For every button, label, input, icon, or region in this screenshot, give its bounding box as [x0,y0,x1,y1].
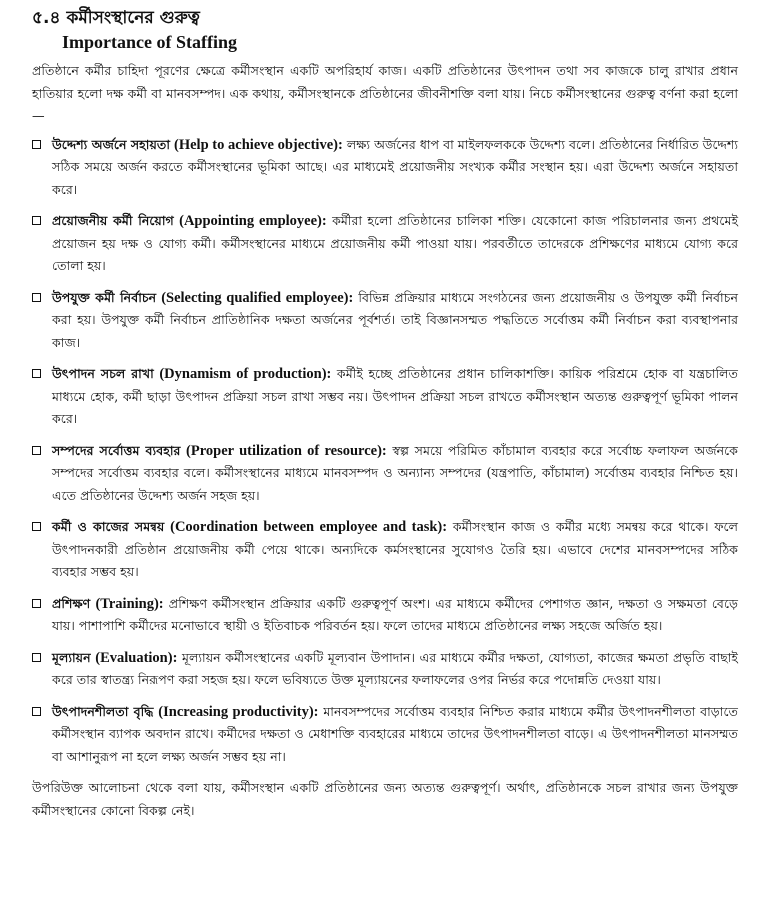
list-item [52,647,738,692]
conclusion-paragraph: উপরিউক্ত আলোচনা থেকে বলা যায়, কর্মীসংস্থান একটি প্রতিষ্ঠানের জন্য অত্যন্ত গুরুত্বপূর্ণ। অর্থাৎ, প্রতিষ্ঠানকে সচল রাখার জন্য উপযুক্ত কর্মীসংস্থানের কোনো বিকল্প নেই। [32,780,738,818]
list-item [52,134,738,202]
point-term: কর্মী ও কাজের সমন্বয় [52,519,165,534]
point-english: (Proper utilization of resource): [186,442,387,459]
point-text: স্বল্প সময়ে পরিমিত কাঁচামাল ব্যবহার করে সর্বোচ্চ ফলাফল অর্জনকে সম্পদের সর্বোত্তম ব্যবহার বলে। কর্মীসংস্থানের মাধ্যমে মানবসম্পদ ও অন্যান্য সম্পদের (যন্ত্রপাতি, কাঁচামাল) সর্বোত্তম ব্যবহার নিশ্চিত হয়। এতে প্রতিষ্ঠানের উদ্দেশ্য অর্জন সহজ হয়। [52,442,738,503]
checkbox-bullet-icon [32,599,41,608]
point-term: প্রশিক্ষণ [52,595,91,611]
checkbox-bullet-icon [32,446,41,455]
importance-list [52,134,738,769]
point-text: প্রশিক্ষণ কর্মীসংস্থান প্রক্রিয়ার একটি গুরুত্বপূর্ণ অংশ। এর মাধ্যমে কর্মীদের পেশাগত জ্ঞান, দক্ষতা ও সক্ষমতা বেড়ে যায়। পাশাপাশি কর্মীদের মনোভাবে স্থায়ী ও ইতিবাচক পরিবর্তন হয়। ফলে তাদের মাধ্যমে প্রতিষ্ঠানের লক্ষ্য সহজে অর্জিত হয়। [52,595,738,633]
point-term: মূল্যায়ন [52,649,91,665]
list-item [52,516,738,584]
point-text: বিভিন্ন প্রক্রিয়ার মাধ্যমে সংগঠনের জন্য প্রয়োজনীয় ও উপযুক্ত কর্মী নির্বাচন করা হয়। উপযুক্ত কর্মী নির্বাচন প্রাতিষ্ঠানিক দক্ষতা অর্জনের পূর্বশর্ত। তাই বিজ্ঞানসম্মত পদ্ধতিতে সর্বোত্তম কর্মী নির্বাচন করা ব্যবস্থাপনার কাজ। [52,289,738,350]
point-text: মানবসম্পদের সর্বোত্তম ব্যবহার নিশ্চিত করার মাধ্যমে কর্মীর উৎপাদনশীলতা বাড়াতে কর্মীসংস্থান ব্যাপক অবদান রাখে। কর্মীদের দক্ষতা ও মেধাশক্তি ব্যবহারের মাধ্যমে তাদের উৎপাদনশীলতা বাড়ে। এ উৎপাদনশীলতা মানসম্মত বা আশানুরূপ না হলে লক্ষ্য অর্জন সম্ভব হয় না। [52,703,738,764]
list-item [52,210,738,278]
point-english: (Training): [95,595,164,612]
point-term: উৎপাদন সচল রাখা [52,366,154,381]
checkbox-bullet-icon [32,140,41,149]
point-text: লক্ষ্য অর্জনের ধাপ বা মাইলফলককে উদ্দেশ্য বলে। প্রতিষ্ঠানের নির্ধারিত উদ্দেশ্য সঠিক সময়ে অর্জন করতে কর্মীসংস্থানের ভূমিকা আছে। এর মাধ্যমেই প্রয়োজনীয় সংখ্যক কর্মীর সংস্থান হয়। এরা উদ্দেশ্য অর্জনে সহায়তা করে। [52,136,738,197]
list-item [52,287,738,355]
point-term: উদ্দেশ্য অর্জনে সহায়তা [52,136,170,152]
section-subtitle: Importance of Staffing [62,32,237,52]
checkbox-bullet-icon [32,216,41,225]
intro-paragraph: প্রতিষ্ঠানে কর্মীর চাহিদা পূরণের ক্ষেত্রে কর্মীসংস্থান একটি অপরিহার্য কাজ। একটি প্রতিষ্ঠানের উৎপাদন তথা সব কাজকে চালু রাখার প্রধান হাতিয়ার হলো দক্ষ কর্মী বা মানবসম্পদ। এক কথায়, কর্মীসংস্থানকে প্রতিষ্ঠানের জীবনীশক্তি বলা যায়। নিচে কর্মীসংস্থানের গুরুত্ব বর্ণনা করা হলো— [32,63,738,123]
point-text: কর্মীরা হলো প্রতিষ্ঠানের চালিকা শক্তি। যেকোনো কাজ পরিচালনার জন্য প্রথমেই প্রয়োজন হয় দক্ষ ও যোগ্য কর্মী। কর্মীসংস্থানের মাধ্যমে প্রয়োজনীয় কর্মী পাওয়া যায়। পরবর্তীতে তাদেরকে প্রশিক্ষণের মাধ্যমে যোগ্য করে তোলা হয়। [52,213,738,273]
point-term: উপযুক্ত কর্মী নির্বাচন [52,289,157,305]
point-text: কর্মীই হচ্ছে প্রতিষ্ঠানের প্রধান চালিকাশক্তি। কায়িক পরিশ্রমে হোক বা যন্ত্রচালিত মাধ্যমে হোক, কর্মী ছাড়া উৎপাদন প্রক্রিয়া সচল রাখা সম্ভব নয়। উৎপাদন প্রক্রিয়া সচল রাখতে কর্মীসংস্থান অত্যন্ত গুরুত্বপূর্ণ ভূমিকা পালন করে। [52,366,738,426]
list-item [52,593,738,638]
point-english: (Help to achieve objective): [174,136,343,153]
point-english: (Increasing productivity): [158,703,319,720]
point-term: সম্পদের সর্বোত্তম ব্যবহার [52,442,181,458]
checkbox-bullet-icon [32,369,41,378]
checkbox-bullet-icon [32,522,41,531]
point-term: উৎপাদনশীলতা বৃদ্ধি [52,703,154,719]
list-item [52,363,738,431]
point-text: মূল্যায়ন কর্মীসংস্থানের একটি মূল্যবান উপাদান। এর মাধ্যমে কর্মীর দক্ষতা, যোগ্যতা, কাজের ক্ষমতা প্রভৃতি বাছাই করে তার স্বাতন্ত্র্য নিরূপণ করা সহজ হয়। ফলে ভবিষ্যতে উক্ত মূল্যায়নের ফলাফলের ওপর নির্ভর করে পদোন্নতি দেওয়া যায়। [52,649,738,687]
point-english: (Appointing employee): [179,213,327,229]
point-english: (Coordination between employee and task): [170,519,448,535]
section-title: ৫.৪ কর্মীসংস্থানের গুরুত্ব [32,8,200,28]
checkbox-bullet-icon [32,293,41,302]
list-item [52,440,738,508]
point-text: কর্মীসংস্থান কাজ ও কর্মীর মধ্যে সমন্বয় করে থাকে। ফলে উৎপাদনকারী প্রতিষ্ঠান প্রয়োজনীয় কর্মী পেয়ে থাকে। অন্যদিকে কর্মসংস্থানের সুযোগও তৈরি হয়। এভাবে দেশের মানবসম্পদের সঠিক ব্যবহার সম্ভব হয়। [52,519,738,579]
point-english: (Selecting qualified employee): [161,289,354,306]
checkbox-bullet-icon [32,707,41,716]
checkbox-bullet-icon [32,653,41,662]
point-english: (Dynamism of production): [159,366,332,382]
list-item [52,701,738,769]
point-english: (Evaluation): [95,649,178,666]
point-term: প্রয়োজনীয় কর্মী নিয়োগ [52,213,174,228]
